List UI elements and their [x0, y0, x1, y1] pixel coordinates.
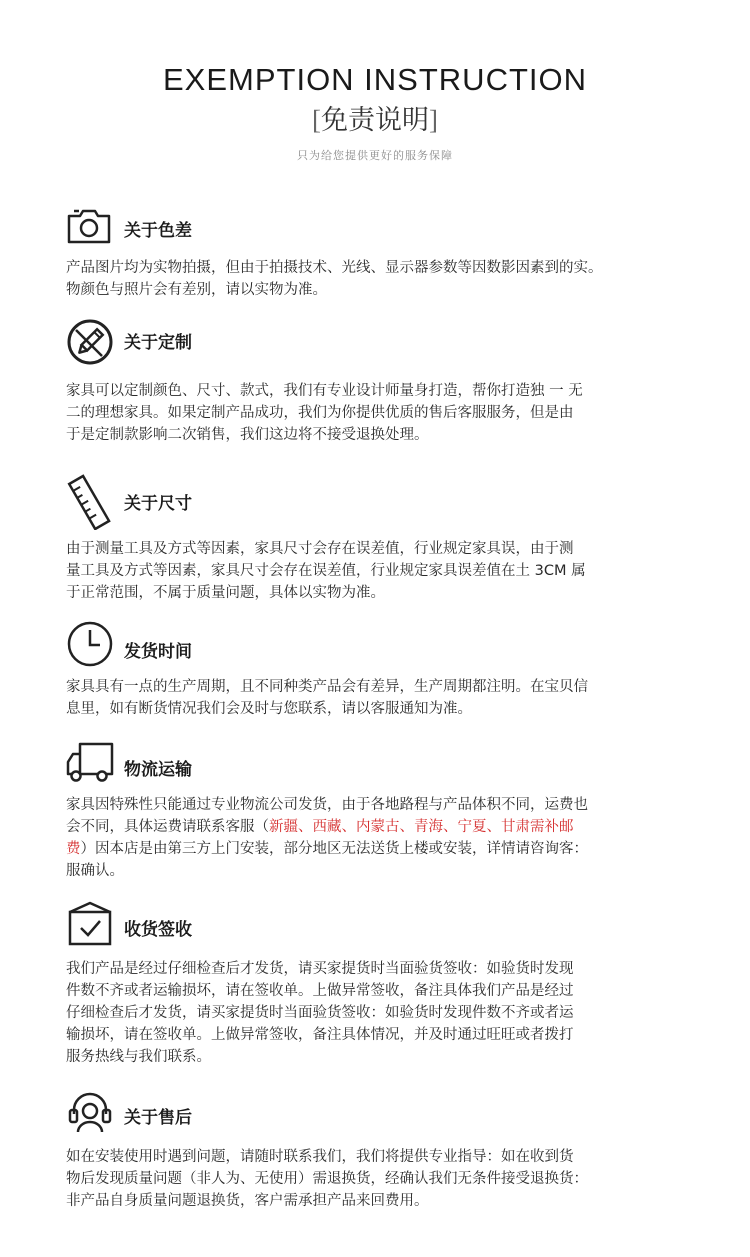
body-line: 量工具及方式等因素，家具尺寸会存在误差值，行业规定家具误差值在土 3CM 属 — [66, 563, 586, 579]
ruler-icon — [66, 474, 114, 530]
checkbox-icon — [66, 900, 114, 948]
section-title: 收货签收 — [124, 920, 192, 940]
section-body — [66, 257, 706, 301]
body-line: 家具具有一点的生产周期，且不同种类产品会有差异，生产周期都注明。在宝贝信 — [66, 679, 588, 695]
section-size — [66, 474, 706, 604]
section-header — [66, 474, 706, 536]
section-header — [66, 205, 706, 255]
bracket-right: ] — [429, 105, 438, 135]
section-title: 关于色差 — [124, 221, 192, 241]
page-header — [0, 60, 750, 163]
body-line — [66, 838, 706, 860]
surcharge-regions-end: 费 — [66, 841, 81, 857]
clock-icon — [66, 620, 114, 668]
page-subtitle: 只为给您提供更好的服务保障 — [297, 149, 453, 162]
body-line: 非产品自身质量问题退换货，客户需承担产品来回费用。 — [66, 1193, 429, 1209]
surcharge-regions: 新疆、西藏、内蒙古、青海、宁夏、甘肃需补邮 — [269, 819, 574, 835]
body-line: 产品图片均为实物拍摄，但由于拍摄技术、光线、显示器参数等因数影因素到的实。 — [66, 260, 603, 276]
truck-icon — [66, 740, 114, 788]
section-body — [66, 958, 706, 1068]
body-line: 由于测量工具及方式等因素，家具尺寸会存在误差值，行业规定家具误，由于测 — [66, 541, 574, 557]
page-title-cn — [0, 102, 750, 139]
section-shipping-time — [66, 620, 706, 720]
section-body — [66, 538, 706, 604]
section-header — [66, 740, 706, 794]
body-text: ）因本店是由第三方上门安装，部分地区无法送货上楼或安装，详情请咨询客： — [80, 841, 588, 857]
body-line: 于是定制款影响二次销售，我们这边将不接受退换处理。 — [66, 427, 429, 443]
page-title-en: EXEMPTION INSTRUCTION — [162, 62, 587, 97]
section-body — [66, 676, 706, 720]
section-title: 物流运输 — [124, 760, 192, 780]
section-body — [66, 380, 706, 446]
body-line: 输损坏，请在签收单。上做异常签收，备注具体情况，并及时通过旺旺或者拨打 — [66, 1027, 574, 1043]
section-body — [66, 1146, 706, 1212]
body-line: 件数不齐或者运输损坏，请在签收单。上做异常签收，备注具体我们产品是经过 — [66, 983, 574, 999]
camera-icon — [66, 207, 114, 255]
section-header — [66, 1088, 706, 1146]
body-line: 二的理想家具。如果定制产品成功，我们为你提供优质的售后客服服务，但是由 — [66, 405, 574, 421]
body-line: 物颜色与照片会有差别，请以实物为准。 — [66, 282, 327, 298]
body-line: 服确认。 — [66, 863, 124, 879]
section-title: 关于定制 — [124, 333, 192, 353]
section-customization — [66, 318, 706, 446]
body-line: 家具可以定制颜色、尺寸、款式，我们有专业设计师量身打造，帮你打造独 一 无 — [66, 383, 583, 399]
headset-icon — [66, 1088, 114, 1136]
section-title: 关于售后 — [124, 1108, 192, 1128]
section-logistics — [66, 740, 706, 882]
section-title: 发货时间 — [124, 642, 192, 662]
section-after-sales — [66, 1088, 706, 1212]
body-line: 仔细检查后才发货，请买家提货时当面验货签收：如验货时发现件数不齐或者运 — [66, 1005, 574, 1021]
section-header — [66, 318, 706, 376]
body-line: 物后发现质量问题（非人为、无使用）需退换货，经确认我们无条件接受退换货： — [66, 1171, 588, 1187]
pencil-circle-icon — [66, 318, 114, 366]
body-line: 家具因特殊性只能通过专业物流公司发货，由于各地路程与产品体积不同，运费也 — [66, 797, 588, 813]
section-header — [66, 620, 706, 676]
body-line: 服务热线与我们联系。 — [66, 1049, 211, 1065]
section-header — [66, 900, 706, 958]
section-receipt — [66, 900, 706, 1068]
bracket-left: [ — [312, 105, 321, 135]
body-line: 于正常范围，不属于质量问题，具体以实物为准。 — [66, 585, 385, 601]
title-cn-text: 免责说明 — [321, 105, 429, 136]
body-line — [66, 816, 706, 838]
section-color-difference — [66, 205, 706, 301]
section-title: 关于尺寸 — [124, 494, 192, 514]
body-line: 如在安装使用时遇到问题，请随时联系我们，我们将提供专业指导：如在收到货 — [66, 1149, 574, 1165]
body-line: 我们产品是经过仔细检查后才发货，请买家提货时当面验货签收：如验货时发现 — [66, 961, 574, 977]
section-body — [66, 794, 706, 882]
body-line: 息里，如有断货情况我们会及时与您联系，请以客服通知为准。 — [66, 701, 472, 717]
body-text: 会不同，具体运费请联系客服（ — [66, 819, 269, 835]
